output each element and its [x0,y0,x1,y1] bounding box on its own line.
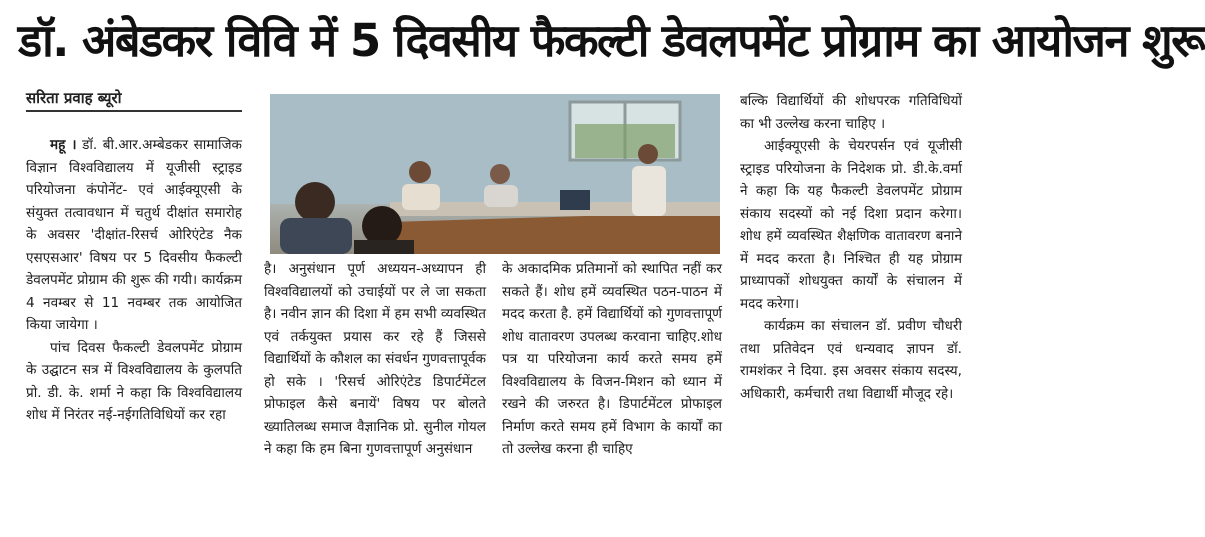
paragraph-5: बल्कि विद्यार्थियों की शोधपरक गतिविधियों का भी उल्लेख करना चाहिए । [740,93,962,132]
meeting-photo [270,94,720,254]
paragraph-1-text: डॉ. बी.आर.अम्बेडकर सामाजिक विज्ञान विश्वविद्यालय में यूजीसी स्ट्राइड परियोजना कंपोनेंट- एवं आईक्यूएसी के संयुक्त तत्वावधान में चतुर्थ दीक्षांत समारोह के अवसर 'दीक्षांत-रिसर्च ओरिएंटेड नैक एसएसआर' विषय पर 5 दिवसीय फैकल्टी डेवलपमेंट प्रोग्राम की शुरू की गयी। कार्यक्रम 4 नवम्बर से 11 नवम्बर तक आयोजित किया जायेगा । [26,137,242,333]
paragraph-7: कार्यक्रम का संचालन डॉ. प्रवीण चौधरी तथा प्रतिवेदन एवं धन्यवाद ज्ञापन डॉ. रामशंकर ने दिया. इस अवसर संकाय सदस्य, अधिकारी, कर्मचारी तथा विद्यार्थी मौजूद रहे। [740,318,962,402]
paragraph-4: के अकादमिक प्रतिमानों को स्थापित नहीं कर सकते हैं। शोध हमें व्यवस्थित पठन-पाठन में मदद करता है. हमें विद्यार्थियों को गुणवत्तापूर्ण शोध वातावरण उपलब्ध करवाना चाहिए.शोध पत्र या परियोजना कार्य करते समय हमें विश्वविद्यालय के विजन-मिशन को ध्यान में रखने की जरुरत है। डिपार्टमेंटल प्रोफाइल निर्माण करते समय हमें विभाग के कार्यों का तो उल्लेख करना ही चाहिए [502,261,722,457]
article-column-2 [264,258,486,461]
paragraph-1 [26,134,242,337]
paragraph-2: पांच दिवस फैकल्टी डेवलपमेंट प्रोग्राम के उद्घाटन सत्र में विश्वविद्यालय के कुलपति प्रो. डी. के. शर्मा ने कहा कि विश्वविद्यालय शोध में निरंतर नई-नईगतिविधियों कर रहा [26,339,242,423]
article-column-4 [740,90,962,405]
article-column-1 [26,134,242,427]
dateline: महू । [50,137,77,153]
paragraph-3: है। अनुसंधान पूर्ण अध्ययन-अध्यापन ही विश्वविद्यालयों को उचाईयों पर ले जा सकता है। नवीन ज्ञान की दिशा में हम सभी व्यवस्थित एवं तर्कयुक्त प्रयास कर रहे हैं जिससे विद्यार्थियों के कौशल का संवर्धन गुणवत्तापूर्वक हो सके । 'रिसर्च ओरिएंटेड डिपार्टमेंटल प्रोफाइल कैसे बनायें' विषय पर बोलते ख्यातिलब्ध समाज वैज्ञानिक प्रो. सुनील गोयल ने कहा कि हम बिना गुणवत्तापूर्ण अनुसंधान [264,261,486,457]
article-column-3 [502,258,722,461]
byline: सरिता प्रवाह ब्यूरो [26,89,122,107]
paragraph-6: आईक्यूएसी के चेयरपर्सन एवं यूजीसी स्ट्राइड परियोजना के निदेशक प्रो. डी.के.वर्मा ने कहा कि यह फैकल्टी डेवलपमेंट प्रोग्राम संकाय सदस्यों को नई दिशा प्रदान करेगा। शोध हमें व्यवस्थित शैक्षणिक वातावरण बनाने में मदद करता है। निश्चित ही यह प्रोग्राम प्राध्यापकों शोधयुक्त कार्यों के संचालन में मदद करेगा। [740,138,962,312]
headline: डॉ. अंबेडकर विवि में 5 दिवसीय फैकल्टी डेवलपमेंट प्रोग्राम का आयोजन शुरू [18,14,1205,67]
meeting-photo-icon [270,94,720,254]
byline-rule [26,110,242,112]
